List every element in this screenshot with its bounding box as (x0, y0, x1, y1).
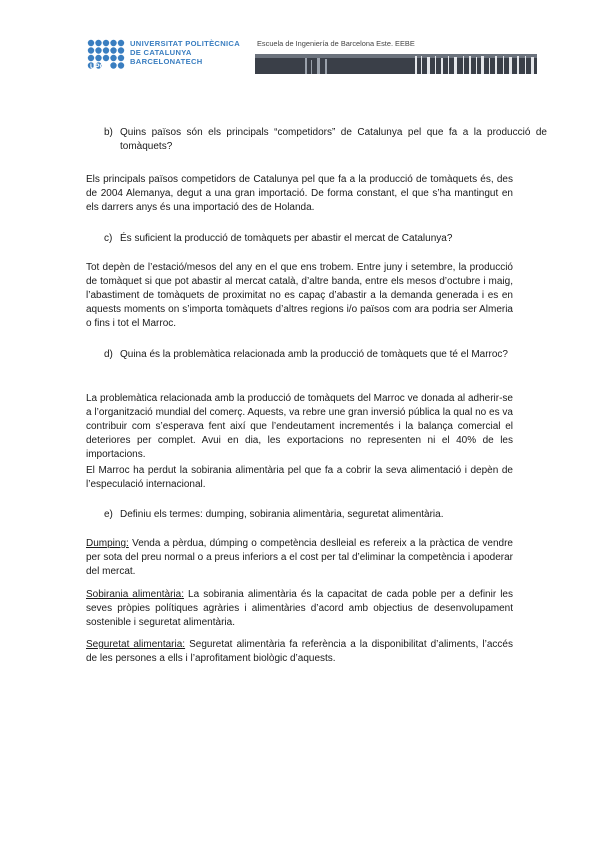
answer-b: Els principals països competidors de Catalunya pel que fa a la producció de tomàquets és, des de 2004 Alemanya, degut a una gran importació. De forma constant, el que s’ha mantingut en els darrers anys és una importació des de Holanda. (86, 174, 513, 213)
answer-c: Tot depèn de l’estació/mesos del any en el que ens trobem. Entre juny i setembre, la producció de tomàquet si que pot abastir al mercat català, d’altre banda, entre els mesos d’octubre i maig, l’abastiment de tomàquets de proximitat no es capaç d’abastir a la demanda generada i es en aquests moments on s’importa tomàquets d’altres regions i/o països com ara podria ser Almeria o fins i tot el Marroc. (86, 262, 513, 329)
definition-dumping (86, 537, 513, 579)
question-text: Quins països són els principals “competidors” de Catalunya pel que fa a la producció de tomàquets? (120, 127, 547, 152)
university-line: DE CATALUNYA (130, 47, 192, 57)
term-label: Sobirania alimentària: (86, 589, 184, 600)
school-name: Escuela de Ingeniería de Barcelona Este. EEBE (257, 39, 415, 48)
definition-seguretat (86, 638, 513, 666)
question-b (86, 126, 547, 154)
question-d (86, 348, 547, 362)
university-name (130, 40, 255, 66)
university-line: BARCELONATECH (130, 56, 203, 66)
question-c (86, 232, 547, 246)
question-marker: b) (104, 127, 113, 138)
term-label: Seguretat alimentaria: (86, 639, 186, 650)
term-definition: Venda a pèrdua, dúmping o competència deslleial es refereix a la pràctica de vendre per sota del preu normal o a preus inferiors a el cost per tal d’eliminar la competència i apoderar del mercat. (86, 538, 513, 577)
question-marker: e) (104, 509, 113, 520)
logo-abbrev: UPC (90, 63, 105, 70)
page-header (0, 0, 600, 80)
question-marker: c) (104, 233, 113, 244)
definition-sobirania (86, 588, 513, 630)
term-definition: Seguretat alimentària fa referència a la disponibilitat d’aliments, l’accés de les persones a ells i l’aprofitament biològic d’aquests. (86, 639, 513, 664)
question-text: Quina és la problemàtica relacionada amb la producció de tomàquets que té el Marroc? (120, 349, 508, 360)
term-label: Dumping: (86, 538, 129, 549)
question-marker: d) (104, 349, 113, 360)
answer-d-part-1: La problemàtica relacionada amb la producció de tomàquets del Marroc ve donada al adherir-se a l’organització mundial del comerç. Aquests, va rebre une gran inversió pública la qual no es va contribuir com s’esperava fent així que l’endeutament incrementés i la balança comercial el deteriores per complet. Avui en dia, les exportacions no representen ni el 40% de les importacions. (86, 393, 513, 460)
term-definition: La sobirania alimentària és la capacitat de cada poble per a definir les seves pròpies polítiques agràries i alimentàries d’acord amb objectius de desenvolupament sostenible i seguretat alimentària. (86, 589, 513, 628)
upc-logo-icon (86, 38, 126, 70)
question-text: És suficient la producció de tomàquets per abastir el mercat de Catalunya? (120, 233, 453, 244)
university-line: UNIVERSITAT POLITÈCNICA (130, 39, 240, 48)
answer-d-part-2: El Marroc ha perdut la sobirania alimentària pel que fa a cobrir la seva alimentació i depèn de l’especulació internacional. (86, 465, 513, 490)
header-banner-image (255, 54, 537, 74)
question-e (86, 508, 547, 522)
question-text: Definiu els termes: dumping, sobirania alimentària, seguretat alimentària. (120, 509, 444, 520)
